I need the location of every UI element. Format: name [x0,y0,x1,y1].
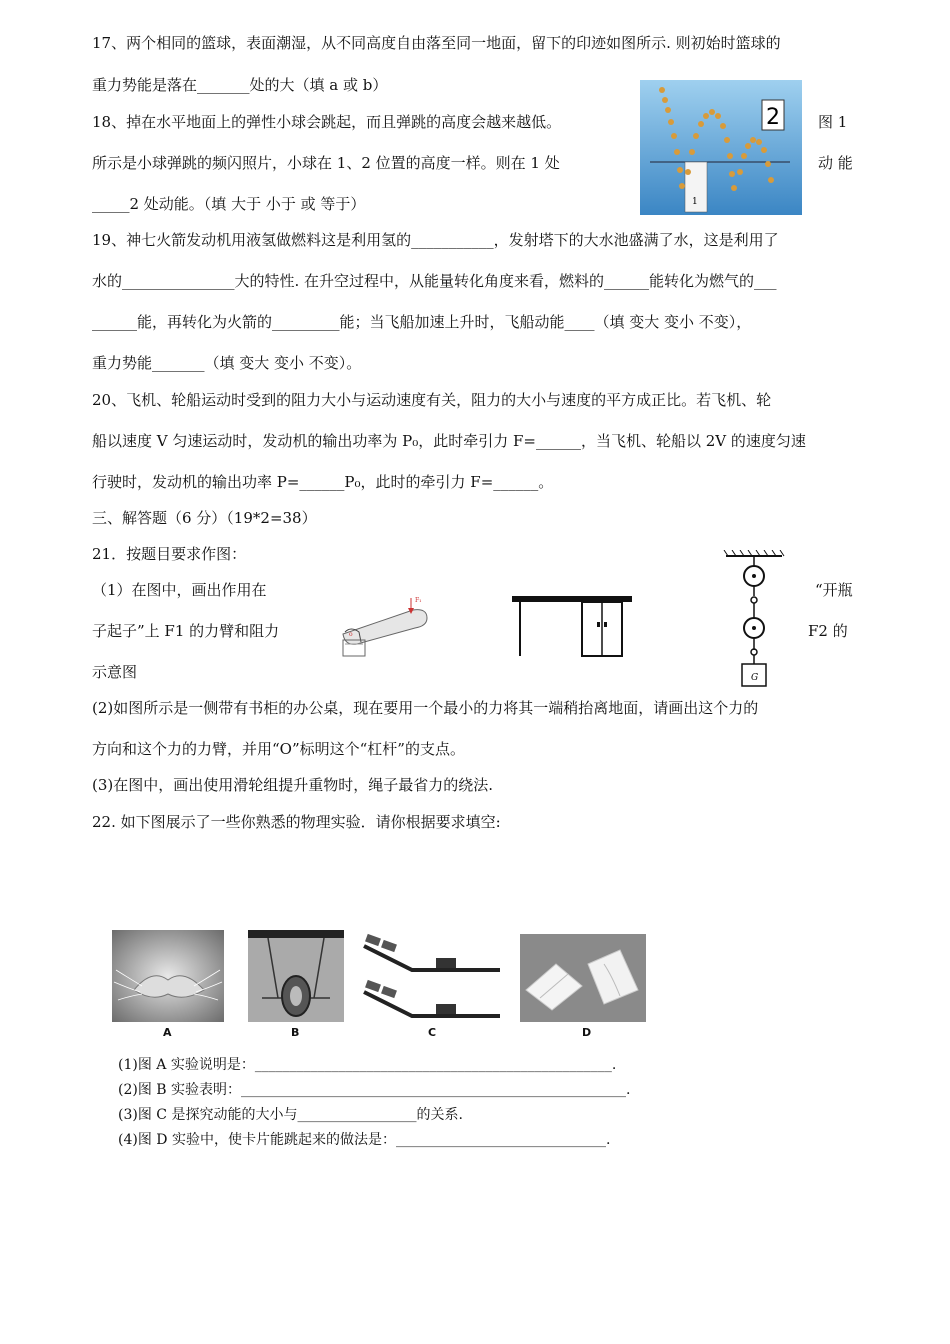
q22-answer-b: (2)图 B 实验表明：_______________________________________________________. [118,1082,631,1098]
q18-line2: 所示是小球弹跳的频闪照片，小球在 1、2 位置的高度一样。则在 1 处 [92,154,560,172]
q20-line2: 船以速度 V 匀速运动时，发动机的输出功率为 P₀，此时牵引力 F=______，当飞机、轮船以 2V 的速度匀速 [92,432,806,450]
caption-c: C [428,1026,437,1039]
q19-line4: 重力势能_______（填 变大 变小 不变）。 [92,354,362,372]
section3-title: 三、解答题（6 分）（19*2=38） [92,509,317,527]
pulley-system-figure [722,550,787,690]
q18-fig-ref: 图 1 [818,113,848,131]
q18-line3: _____2 处动能。（填 大于 小于 或 等于） [92,195,366,213]
q22-intro: 22. 如下图展示了一些你熟悉的物理实验．请你根据要求填空: [92,813,501,831]
q21-intro: 21．按题目要求作图： [92,545,247,563]
q20-line1: 20、飞机、轮船运动时受到的阻力大小与运动速度有关，阻力的大小与速度的平方成正比。若飞机、轮 [92,391,772,409]
q17-line2: 重力势能是落在_______处的大（填 a 或 b） [92,76,388,94]
q21-p1-line3: 示意图 [92,663,138,681]
q21-p1-right1: “开瓶 [815,581,853,599]
q17-line1: 17、两个相同的篮球，表面潮湿，从不同高度自由落至同一地面，留下的印迹如图所示. 则初始时篮球的 [92,34,781,52]
bouncing-ball-photo [640,80,802,215]
q20-line3: 行驶时，发动机的输出功率 P=______P₀，此时的牵引力 F=______。 [92,473,554,491]
q22-answer-c: (3)图 C 是探究动能的大小与_________________的关系. [118,1107,463,1123]
experiment-d-figure [520,934,646,1022]
q21-p1-right2: F2 的 [808,622,848,640]
bottle-opener-figure [335,588,435,660]
svg-text:G: G [751,673,759,683]
q19-line2: 水的_______________大的特性. 在升空过程中，从能量转化角度来看，燃料的______能转化为燃气的___ [92,272,777,290]
svg-text:o: o [349,631,353,638]
desk-cabinet-figure [510,592,635,660]
svg-text:2: 2 [766,105,780,130]
q21-p1-line1: （1）在图中，画出作用在 [92,581,267,599]
q18-line1: 18、掉在水平地面上的弹性小球会跳起，而且弹跳的高度会越来越低。 [92,113,562,131]
caption-b: B [291,1026,300,1039]
q21-p1-line2: 子起子”上 F1 的力臂和阻力 [92,622,280,640]
experiment-b-figure [248,930,344,1022]
caption-d: D [582,1026,592,1039]
q22-answer-d: (4)图 D 实验中，使卡片能跳起来的做法是：______________________________. [118,1132,611,1148]
caption-a: A [163,1026,172,1039]
q19-line3: ______能，再转化为火箭的_________能；当飞船加速上升时，飞船动能____（填 变大 变小 不变）， [92,313,752,331]
experiment-c-figure [360,932,504,1024]
q21-p2-line1: (2)如图所示是一侧带有书柜的办公桌，现在要用一个最小的力将其一端稍抬离地面，请画出这个力的 [92,699,759,717]
svg-text:1: 1 [692,197,698,207]
q18-kinetic-label: 动 能 [818,154,853,172]
svg-text:F₁: F₁ [415,597,422,604]
experiment-a-figure [112,930,224,1022]
q19-line1: 19、神七火箭发动机用液氢做燃料这是利用氢的___________，发射塔下的大水池盛满了水，这是利用了 [92,231,779,249]
q21-p2-line2: 方向和这个力的力臂，并用“O”标明这个“杠杆”的支点。 [92,740,465,758]
q21-p3: (3)在图中，画出使用滑轮组提升重物时，绳子最省力的绕法. [92,776,494,794]
q22-answer-a: (1)图 A 实验说明是：___________________________________________________. [118,1057,617,1073]
